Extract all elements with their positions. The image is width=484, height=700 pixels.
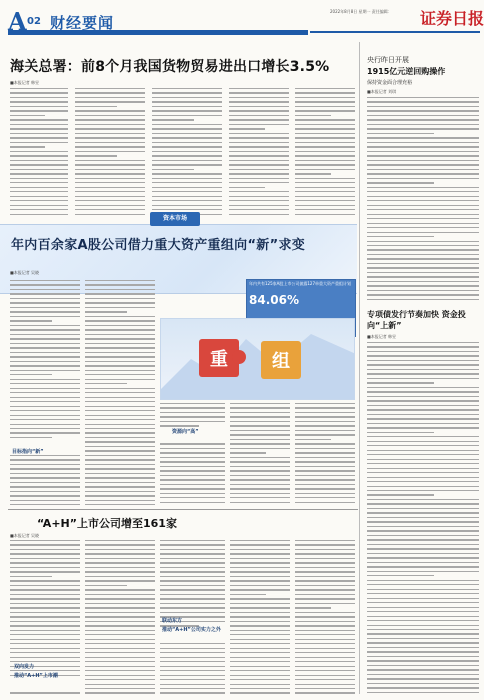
feature-byline: ■本报记者 吴晓 bbox=[10, 270, 40, 275]
masthead-logo: 证券日报 bbox=[420, 9, 484, 28]
header-rule bbox=[310, 31, 480, 33]
graphic-char-right: 组 bbox=[272, 351, 290, 372]
feature-subhead-2: 资源向“高” bbox=[172, 429, 199, 435]
lead-text-col-2 bbox=[75, 88, 145, 218]
second-subhead-3: 联动东方 bbox=[162, 618, 183, 624]
feature-graphic bbox=[160, 318, 355, 400]
right-byline: ■本报记者 刘琪 bbox=[367, 89, 397, 94]
feature-section-logo: 资本市场 bbox=[150, 212, 200, 226]
lead-headline[interactable]: 海关总署：前8个月我国货物贸易进出口增长3.5% bbox=[10, 59, 330, 75]
right-headline-2[interactable]: 专项债发行节奏加快 资金投向“上新” bbox=[367, 310, 466, 330]
right-kicker: 央行昨日开展 bbox=[367, 56, 409, 64]
right-text-col-2 bbox=[367, 342, 479, 694]
skyline-shape bbox=[161, 334, 355, 400]
lead-text-col-1 bbox=[10, 88, 68, 218]
right-subhead: 保持资金面合理充裕 bbox=[367, 80, 413, 86]
section-divider bbox=[8, 509, 358, 510]
infobox-title: 年内共有125家A股上市公司披露127单重大资产重组计划 bbox=[249, 281, 352, 286]
second-text-col-2 bbox=[85, 540, 155, 695]
feature-headline[interactable]: 年内百余家A股公司借力重大资产重组向“新”求变 bbox=[11, 238, 306, 253]
feature-text-col-2 bbox=[85, 280, 155, 505]
section-title: 财经要闻 bbox=[50, 14, 115, 32]
right-text-col-1 bbox=[367, 97, 479, 302]
page-letter: A bbox=[8, 7, 27, 36]
right-byline-2: ■本报记者 韩昱 bbox=[367, 334, 397, 339]
second-text-col-5 bbox=[295, 540, 355, 695]
second-headline[interactable]: “A+H”上市公司增至161家 bbox=[37, 517, 177, 530]
second-subhead-2: 推动“A+H”上市潮 bbox=[14, 673, 58, 679]
puzzle-knob bbox=[232, 350, 246, 364]
right-headline[interactable]: 1915亿元逆回购操作 bbox=[367, 67, 446, 76]
header-meta: 2022年8月8日 星期一 责任编辑： bbox=[330, 9, 392, 14]
feature-text-col-3 bbox=[160, 403, 225, 505]
page-header bbox=[0, 0, 484, 40]
feature-subhead-1: 目标指向“新” bbox=[12, 449, 44, 455]
second-subhead-4: 推动“A+H”公司实力之外 bbox=[162, 627, 221, 633]
feature-text-col-5 bbox=[295, 403, 355, 505]
feature-text-col-4 bbox=[230, 403, 290, 505]
second-byline: ■本报记者 吴晓 bbox=[10, 533, 40, 538]
lead-text-col-5 bbox=[295, 88, 355, 218]
feature-text-col-1 bbox=[10, 280, 80, 505]
second-text-col-4 bbox=[230, 540, 290, 695]
second-subhead-1: 双向发力 bbox=[14, 664, 35, 670]
right-column-divider bbox=[359, 42, 360, 694]
lead-text-col-3 bbox=[152, 88, 222, 218]
lead-byline: ■本报记者 韩昱 bbox=[10, 80, 40, 85]
graphic-char-left: 重 bbox=[210, 349, 228, 370]
page-number: 02 bbox=[27, 16, 41, 27]
infobox-value: 84.06% bbox=[249, 293, 299, 307]
lead-text-col-4 bbox=[229, 88, 289, 218]
puzzle-illustration bbox=[161, 319, 355, 400]
